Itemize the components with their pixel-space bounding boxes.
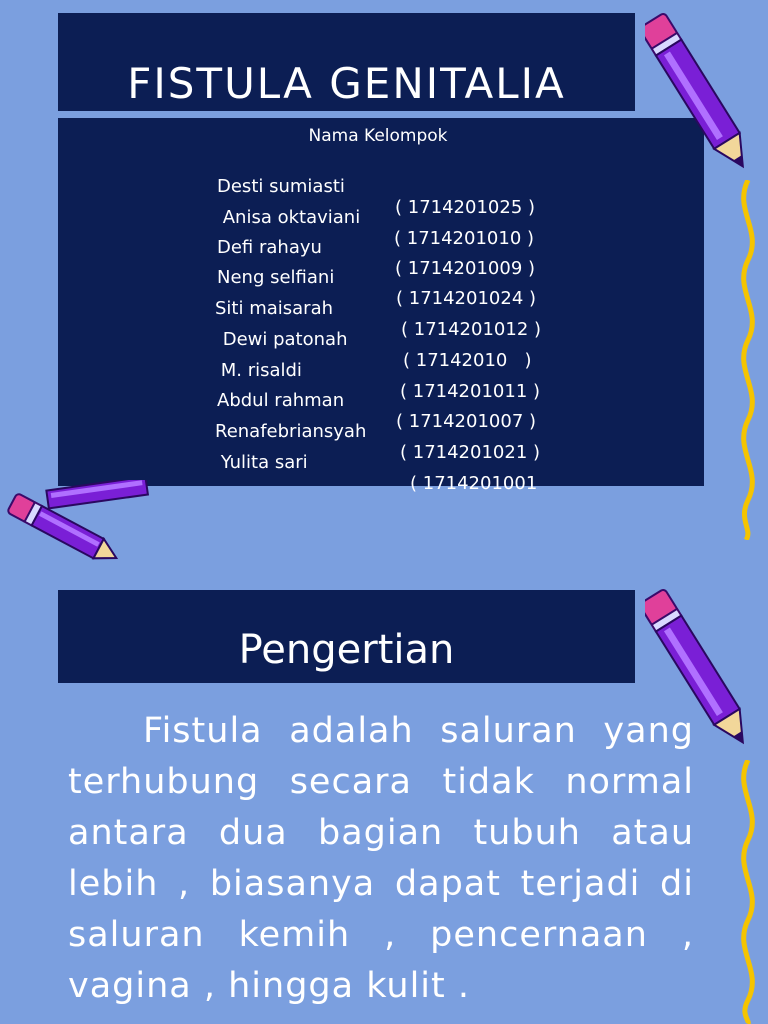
- member-nim: ( 1714201010 ): [394, 228, 535, 249]
- squiggle-line: [728, 180, 768, 540]
- member-nim: ( 1714201024 ): [396, 288, 537, 309]
- member-name: Siti maisarah: [215, 298, 334, 319]
- member-nim: ( 1714201012 ): [401, 319, 542, 340]
- member-nim: ( 1714201001: [410, 473, 538, 494]
- member-name: Abdul rahman: [217, 390, 345, 411]
- member-nim: ( 17142010 ): [403, 350, 532, 371]
- member-name: Desti sumiasti: [217, 176, 345, 197]
- section-heading: Pengertian: [238, 627, 455, 673]
- squiggle-line: [728, 760, 768, 1024]
- member-name: Anisa oktaviani: [217, 207, 361, 228]
- member-name: Renafebriansyah: [215, 421, 367, 442]
- member-name: Dewi patonah: [217, 329, 348, 350]
- members-panel: [58, 118, 704, 494]
- member-nim: ( 1714201009 ): [395, 258, 536, 279]
- pencil-icon: [645, 2, 755, 187]
- member-name: Yulita sari: [215, 452, 308, 473]
- member-nim: ( 1714201025 ): [395, 197, 536, 218]
- member-name: M. risaldi: [215, 360, 302, 381]
- member-nim: ( 1714201021 ): [400, 442, 541, 463]
- member-nim: ( 1714201011 ): [400, 381, 541, 402]
- title-panel: [58, 13, 635, 111]
- group-heading: Nama Kelompok: [308, 126, 448, 146]
- pencil-icon: [0, 480, 155, 575]
- member-nim: ( 1714201007 ): [396, 411, 537, 432]
- heading-panel: [58, 590, 635, 683]
- definition-text: Fistula adalah saluran yang terhubung secara tidak normal antara dua bagian tubuh atau lebih , biasanya dapat terjadi di saluran kemih , pencernaan , vagina , hingga kulit .: [68, 711, 694, 1006]
- member-name: Defi rahayu: [217, 237, 322, 258]
- slide-title: FISTULA GENITALIA: [127, 59, 566, 108]
- member-name: Neng selfiani: [217, 267, 335, 288]
